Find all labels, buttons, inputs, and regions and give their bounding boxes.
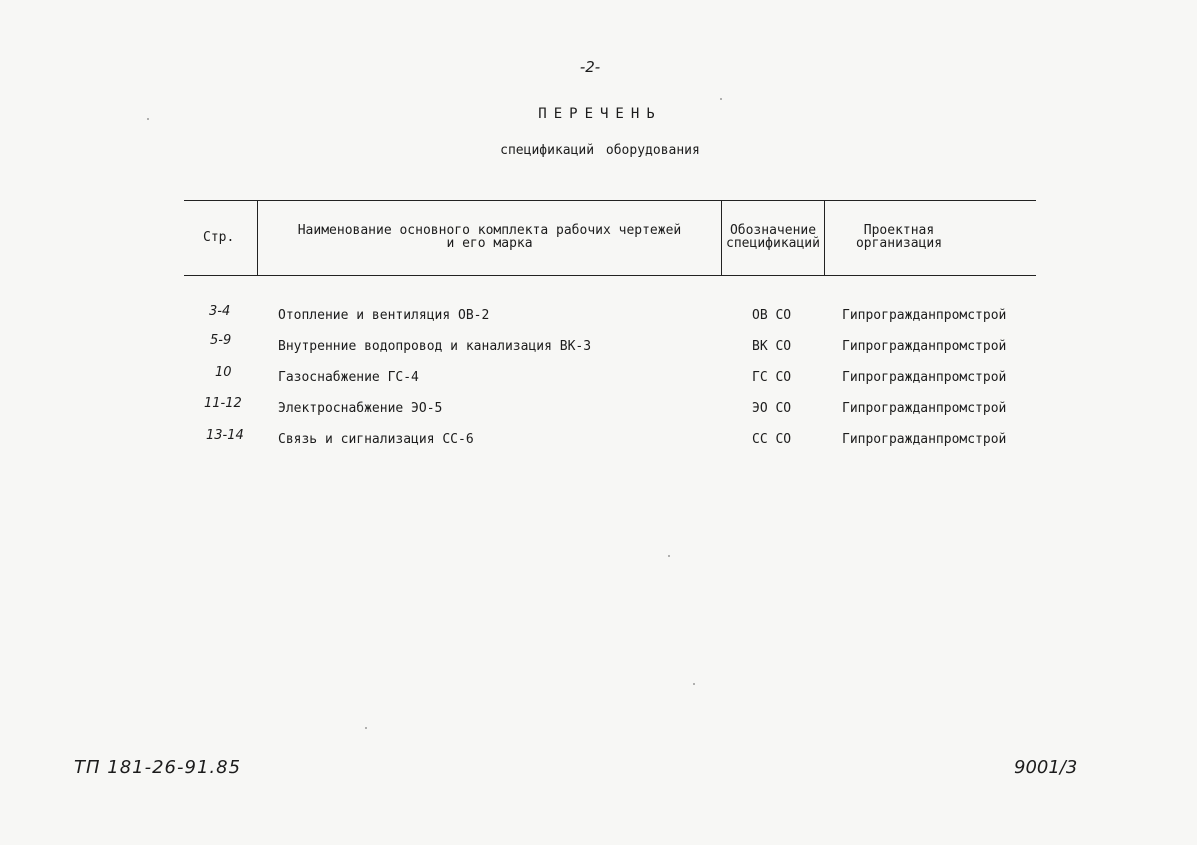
header-organization-line2: организация <box>855 236 943 251</box>
row-name: Связь и сигнализация СС-6 <box>278 432 474 447</box>
row-organization: Гипрогражданпромстрой <box>842 370 1007 385</box>
row-organization: Гипрогражданпромстрой <box>842 339 1007 354</box>
column-divider <box>824 201 825 275</box>
scan-speck <box>720 98 722 100</box>
document-subtitle: спецификаций оборудования <box>500 143 700 158</box>
row-page: 5-9 <box>210 333 232 348</box>
row-page: 13-14 <box>206 428 244 443</box>
header-name-line1: Наименование основного комплекта рабочих чертежей <box>297 223 682 238</box>
header-designation <box>725 224 821 250</box>
row-organization: Гипрогражданпромстрой <box>842 432 1007 447</box>
column-divider <box>721 201 722 275</box>
row-name: Отопление и вентиляция ОВ-2 <box>278 308 490 323</box>
row-page: 3-4 <box>209 304 231 319</box>
row-designation: ВК СО <box>752 339 792 354</box>
scan-speck <box>693 683 695 685</box>
table-header <box>184 200 1036 276</box>
row-designation: ОВ СО <box>752 308 792 323</box>
scan-speck <box>668 555 670 557</box>
header-designation-line1: Обозначение <box>729 223 817 238</box>
row-name: Внутренние водопровод и канализация ВК-3 <box>278 339 592 354</box>
row-page: 11-12 <box>204 396 242 411</box>
row-name: Газоснабжение ГС-4 <box>278 370 419 385</box>
row-name: Электроснабжение ЭО-5 <box>278 401 443 416</box>
header-name <box>262 224 717 250</box>
column-divider <box>257 201 258 275</box>
page-number: -2- <box>579 58 601 76</box>
header-page: Стр. <box>203 230 235 245</box>
header-organization <box>829 224 969 250</box>
document-title: ПЕРЕЧЕНЬ <box>538 106 662 122</box>
row-organization: Гипрогражданпромстрой <box>842 308 1007 323</box>
row-organization: Гипрогражданпромстрой <box>842 401 1007 416</box>
header-designation-line2: спецификаций <box>726 236 820 251</box>
row-designation: ГС СО <box>752 370 792 385</box>
scan-speck <box>147 118 149 120</box>
header-name-line2: и его марка <box>446 236 533 251</box>
sheet-number: 9001/3 <box>1014 757 1078 778</box>
scan-speck <box>365 727 367 729</box>
row-page: 10 <box>215 365 232 380</box>
row-designation: СС СО <box>752 432 792 447</box>
header-organization-line1: Проектная <box>863 223 935 238</box>
drawing-code: ТП 181-26-91.85 <box>74 757 242 778</box>
row-designation: ЭО СО <box>752 401 792 416</box>
